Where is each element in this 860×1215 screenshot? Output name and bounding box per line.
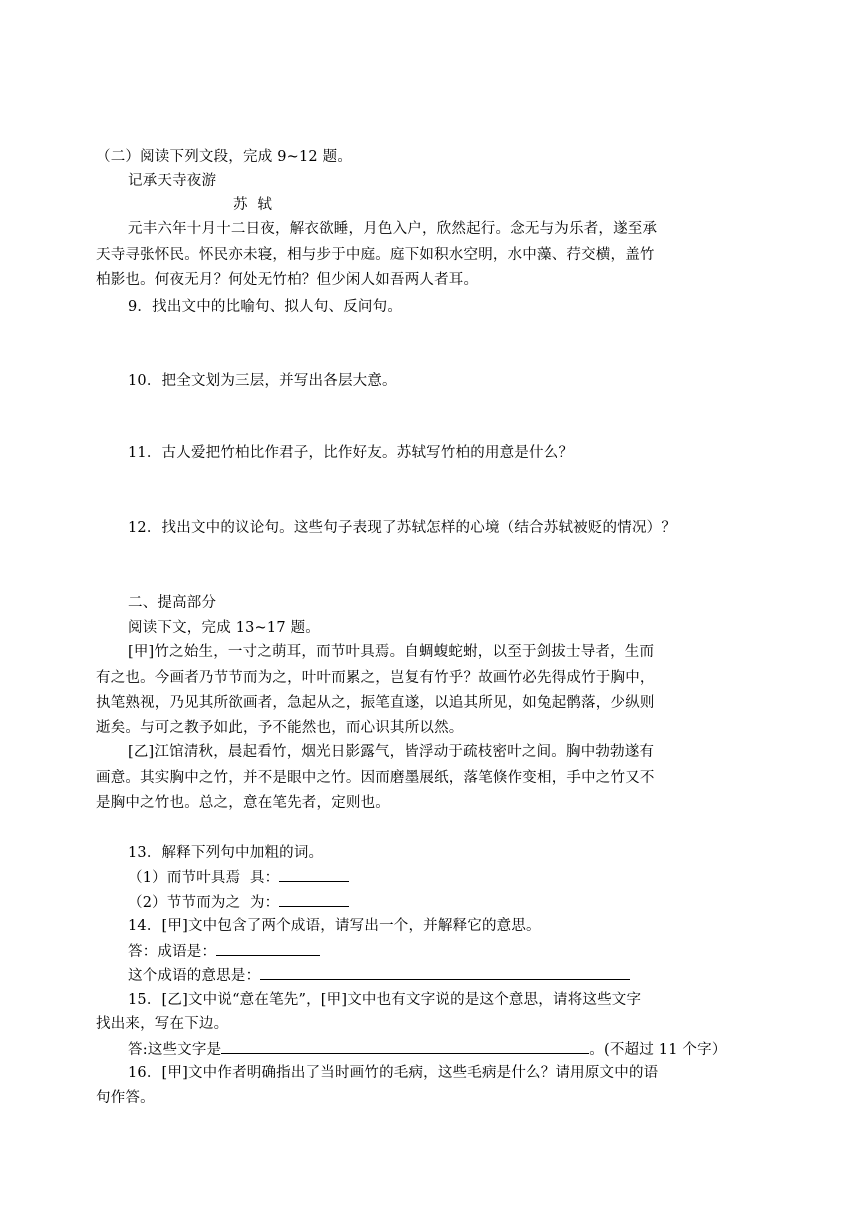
question-14: 14．[甲]文中包含了两个成语，请写出一个，并解释它的意思。 (128, 918, 541, 934)
passage-line: 执笔熟视，乃见其所欲画者，急起从之，振笔直遂，以追其所见，如兔起鹘落，少纵则 (96, 695, 655, 711)
q13-item-2-text: （2）节节而为之 为： (128, 895, 280, 911)
passage-line: 有之也。今画者乃节节而为之，叶叶而累之，岂复有竹乎？故画竹必先得成竹于胸中， (96, 670, 655, 686)
q14-answer (128, 940, 320, 963)
section-heading: 二、提高部分 (128, 595, 217, 611)
question-16-cont: 句作答。 (96, 1090, 155, 1106)
question-12: 12．找出文中的议论句。这些句子表现了苏轼怎样的心境（结合苏轼被贬的情况）？ (128, 520, 677, 536)
question-11: 11．古人爱把竹柏比作君子，比作好友。苏轼写竹柏的用意是什么？ (128, 445, 574, 461)
question-9: 9．找出文中的比喻句、拟人句、反问句。 (128, 299, 403, 315)
q15-answer (128, 1038, 727, 1061)
q15-answer-label: 答:这些文字是 (128, 1042, 222, 1058)
q14-answer-label: 答：成语是： (128, 944, 217, 960)
passage-line: 柏影也。何夜无月？何处无竹柏？但少闲人如吾两人者耳。 (96, 272, 479, 288)
question-13: 13．解释下列句中加粗的词。 (128, 845, 324, 861)
passage-line: 画意。其实胸中之竹，并不是眼中之竹。因而磨墨展纸，落笔倏作变相，手中之竹又不 (96, 770, 655, 786)
q13-item-1-text: （1）而节叶具焉 具： (128, 870, 280, 886)
answer-blank[interactable] (260, 964, 630, 980)
q15-answer-note: 。(不超过 11 个字） (589, 1042, 727, 1058)
section-intro: 阅读下文，完成 13~17 题。 (128, 620, 320, 636)
passage-line: 逝矣。与可之教予如此，予不能然也，而心识其所以然。 (96, 720, 464, 736)
question-16: 16．[甲]文中作者明确指出了当时画竹的毛病，这些毛病是什么？请用原文中的语 (128, 1065, 659, 1081)
passage-line: [甲]竹之始生，一寸之萌耳，而节叶具焉。自蜩蝮蛇蚹，以至于剑拔士导者，生而 (128, 644, 655, 660)
answer-blank[interactable] (216, 940, 320, 956)
passage-line: [乙]江馆清秋，晨起看竹，烟光日影露气，皆浮动于疏枝密叶之间。胸中勃勃遂有 (128, 744, 655, 760)
section-intro: （二）阅读下列文段，完成 9~12 题。 (96, 149, 353, 165)
question-15-cont: 找出来，写在下边。 (96, 1016, 229, 1032)
passage-line: 天寺寻张怀民。怀民亦未寝，相与步于中庭。庭下如积水空明，水中藻、荇交横，盖竹 (96, 247, 655, 263)
passage-line: 元丰六年十月十二日夜，解衣欲睡，月色入户，欣然起行。念无与为乐者，遂至承 (128, 221, 658, 237)
question-10: 10．把全文划为三层，并写出各层大意。 (128, 373, 397, 389)
question-15: 15．[乙]文中说“意在笔先”，[甲]文中也有文字说的是这个意思，请将这些文字 (128, 992, 642, 1008)
passage-title: 记承天寺夜游 (128, 173, 217, 189)
q13-item-1 (128, 866, 349, 889)
q14-meaning (128, 964, 630, 987)
answer-blank[interactable] (221, 1038, 589, 1054)
q14-meaning-label: 这个成语的意思是： (128, 968, 261, 984)
passage-line: 是胸中之竹也。总之，意在笔先者，定则也。 (96, 795, 390, 811)
passage-author: 苏 轼 (233, 197, 273, 213)
answer-blank[interactable] (279, 866, 349, 882)
answer-blank[interactable] (279, 891, 349, 907)
q13-item-2 (128, 891, 349, 914)
